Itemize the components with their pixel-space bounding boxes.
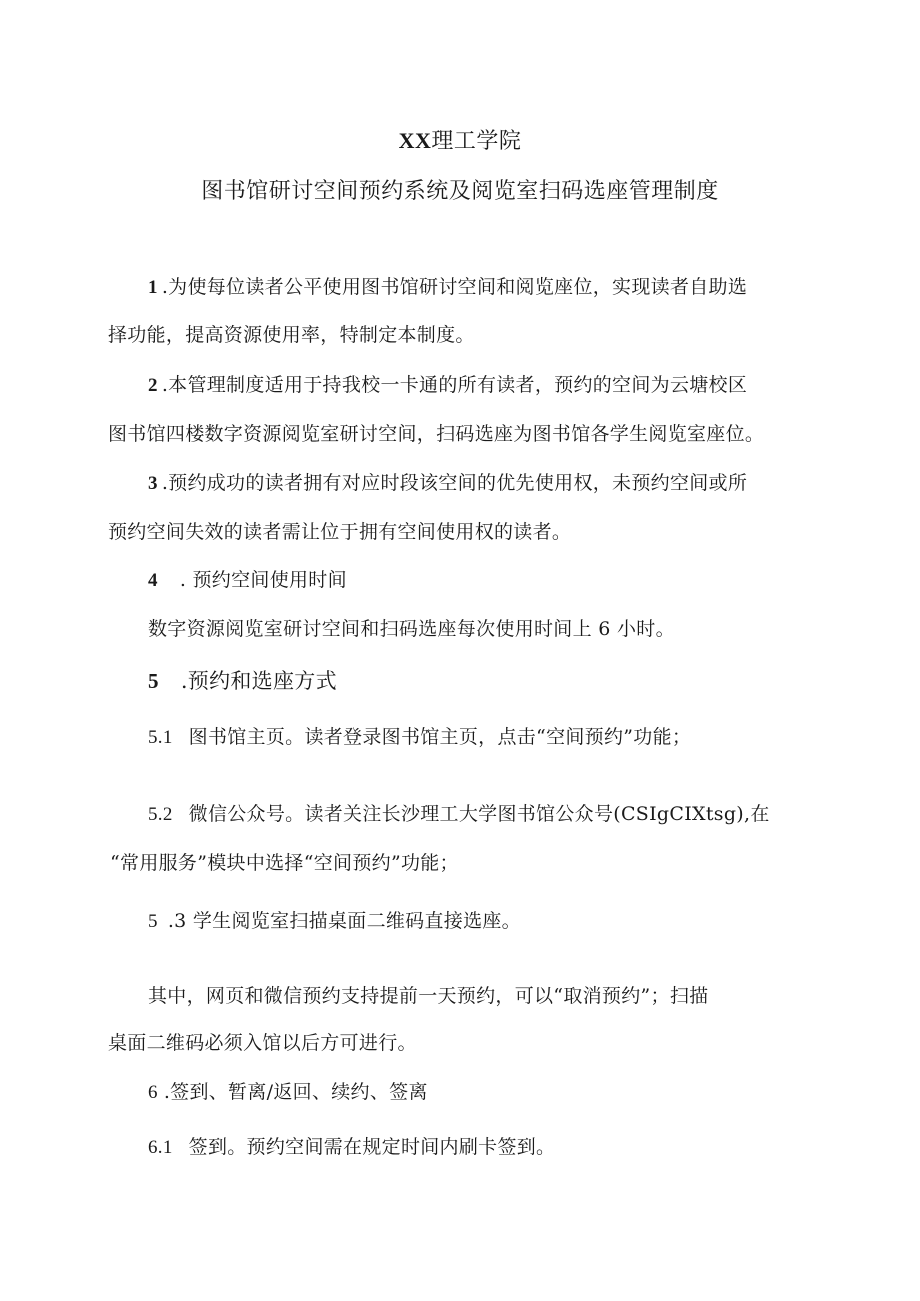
section-2-line-1 bbox=[148, 370, 747, 397]
section-5-note-line-2: 桌面二维码必须入馆以后方可进行。 bbox=[108, 1032, 417, 1054]
section-6-1-number: 6.1 bbox=[148, 1137, 173, 1158]
section-3-line-2: 预约空间失效的读者需让位于拥有空间使用权的读者。 bbox=[108, 521, 572, 543]
section-3-number: 3 bbox=[148, 473, 158, 494]
document-title: 图书馆研讨空间预约系统及阅览室扫码选座管理制度 bbox=[201, 179, 719, 204]
institution-title bbox=[0, 124, 920, 155]
section-1-line-1 bbox=[148, 272, 747, 299]
section-6-1 bbox=[148, 1132, 555, 1159]
section-5-note-line-1: 其中，网页和微信预约支持提前一天预约，可以“取消预约”；扫描 bbox=[148, 985, 709, 1007]
section-5-1-text: 图书馆主页。读者登录图书馆主页，点击“空间预约”功能； bbox=[188, 726, 692, 748]
section-6-heading-text: .签到、暂离/返回、续约、签离 bbox=[163, 1081, 428, 1103]
section-5-2-line-1 bbox=[148, 799, 770, 826]
section-5-3-number: 5 bbox=[148, 911, 158, 932]
section-5-2-text-1: 微信公众号。读者关注长沙理工大学图书馆公众号(CSIgCIXtsg),在 bbox=[188, 803, 770, 825]
institution-prefix: XX bbox=[398, 128, 432, 153]
section-2-text-1: .本管理制度适用于持我校一卡通的所有读者，预约的空间为云塘校区 bbox=[161, 374, 748, 396]
section-1-text-1: .为使每位读者公平使用图书馆研讨空间和阅览座位，实现读者自助选 bbox=[161, 276, 748, 298]
section-5-2-number: 5.2 bbox=[148, 804, 173, 825]
section-3-text-1: .预约成功的读者拥有对应时段该空间的优先使用权，未预约空间或所 bbox=[161, 472, 748, 494]
section-5-number: 5 bbox=[148, 669, 159, 693]
section-5-3 bbox=[148, 906, 521, 933]
section-5-heading-text: .预约和选座方式 bbox=[180, 669, 337, 693]
section-1-line-2: 择功能，提高资源使用率，特制定本制度。 bbox=[108, 324, 475, 346]
section-1-number: 1 bbox=[148, 277, 158, 298]
section-6-heading bbox=[148, 1077, 428, 1104]
section-5-2-line-2: “常用服务”模块中选择“空间预约”功能； bbox=[110, 852, 459, 874]
section-4-body: 数字资源阅览室研讨空间和扫码选座每次使用时间上 6 小时。 bbox=[148, 618, 675, 640]
section-5-1 bbox=[148, 722, 691, 749]
section-2-number: 2 bbox=[148, 375, 158, 396]
section-5-heading bbox=[148, 665, 337, 695]
section-5-3-text: .3 学生阅览室扫描桌面二维码直接选座。 bbox=[167, 910, 521, 932]
institution-name: 理工学院 bbox=[431, 129, 522, 154]
section-6-number: 6 bbox=[148, 1082, 158, 1103]
section-5-1-number: 5.1 bbox=[148, 727, 173, 748]
section-6-1-text: 签到。预约空间需在规定时间内刷卡签到。 bbox=[188, 1136, 556, 1158]
section-3-line-1 bbox=[148, 468, 747, 495]
section-4-heading-text: . 预约空间使用时间 bbox=[179, 569, 347, 591]
section-4-heading bbox=[148, 565, 347, 592]
section-4-number: 4 bbox=[148, 570, 158, 591]
section-2-line-2: 图书馆四楼数字资源阅览室研讨空间，扫码选座为图书馆各学生阅览室座位。 bbox=[108, 423, 765, 445]
